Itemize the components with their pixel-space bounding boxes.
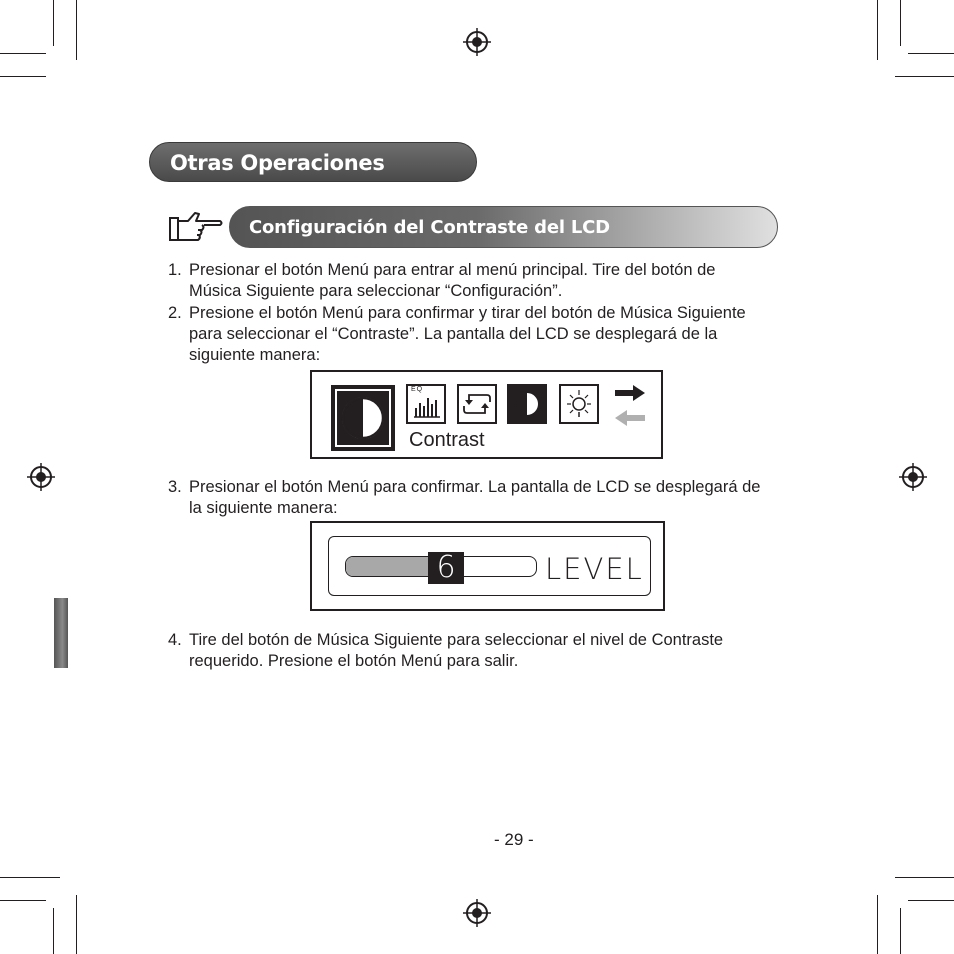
equalizer-icon bbox=[406, 384, 446, 424]
level-slider-fill bbox=[346, 557, 432, 576]
lcd-menu-screen bbox=[310, 370, 663, 459]
step-text-line: Tire del botón de Música Siguiente para seleccionar el nivel de Contraste bbox=[189, 631, 724, 649]
backlight-icon bbox=[559, 384, 599, 424]
subsection-title: Configuración del Contraste del LCD bbox=[229, 206, 778, 248]
section-title: Otras Operaciones bbox=[149, 142, 477, 182]
step-number: 1. bbox=[168, 261, 182, 279]
level-value: 6 bbox=[436, 550, 456, 585]
step-text-line: Presione el botón Menú para confirmar y tirar del botón de Música Siguiente bbox=[189, 304, 746, 322]
step-text-line: Presionar el botón Menú para confirmar. La pantalla de LCD se desplegará de bbox=[189, 478, 761, 496]
step-text-line: la siguiente manera: bbox=[189, 499, 338, 517]
step-text-line: requerido. Presione el botón Menú para salir. bbox=[189, 652, 519, 670]
page-number: - 29 - bbox=[494, 830, 534, 849]
eq-label: EQ bbox=[411, 386, 424, 393]
lcd-level-screen bbox=[310, 521, 665, 611]
lcd-menu-label: Contrast bbox=[409, 429, 485, 451]
arrow-right-icon bbox=[613, 383, 647, 403]
level-value-box bbox=[428, 552, 464, 584]
side-tab-marker bbox=[54, 598, 68, 668]
registration-mark-icon bbox=[27, 463, 55, 491]
registration-mark-icon bbox=[463, 28, 491, 56]
step-text-line: Música Siguiente para seleccionar “Configuración”. bbox=[189, 282, 563, 300]
step-number: 3. bbox=[168, 478, 182, 496]
repeat-icon bbox=[457, 384, 497, 424]
level-label: LEVEL bbox=[545, 552, 644, 586]
registration-mark-icon bbox=[463, 899, 491, 927]
arrow-left-icon bbox=[613, 408, 647, 428]
contrast-icon bbox=[507, 384, 547, 424]
step-number: 2. bbox=[168, 304, 182, 322]
step-text-line: siguiente manera: bbox=[189, 346, 321, 364]
step-number: 4. bbox=[168, 631, 182, 649]
step-text-line: Presionar el botón Menú para entrar al menú principal. Tire del botón de bbox=[189, 261, 716, 279]
pointing-hand-icon bbox=[168, 210, 224, 244]
contrast-large-icon bbox=[331, 385, 395, 451]
step-text-line: para seleccionar el “Contraste”. La pantalla del LCD se desplegará de la bbox=[189, 325, 718, 343]
registration-mark-icon bbox=[899, 463, 927, 491]
